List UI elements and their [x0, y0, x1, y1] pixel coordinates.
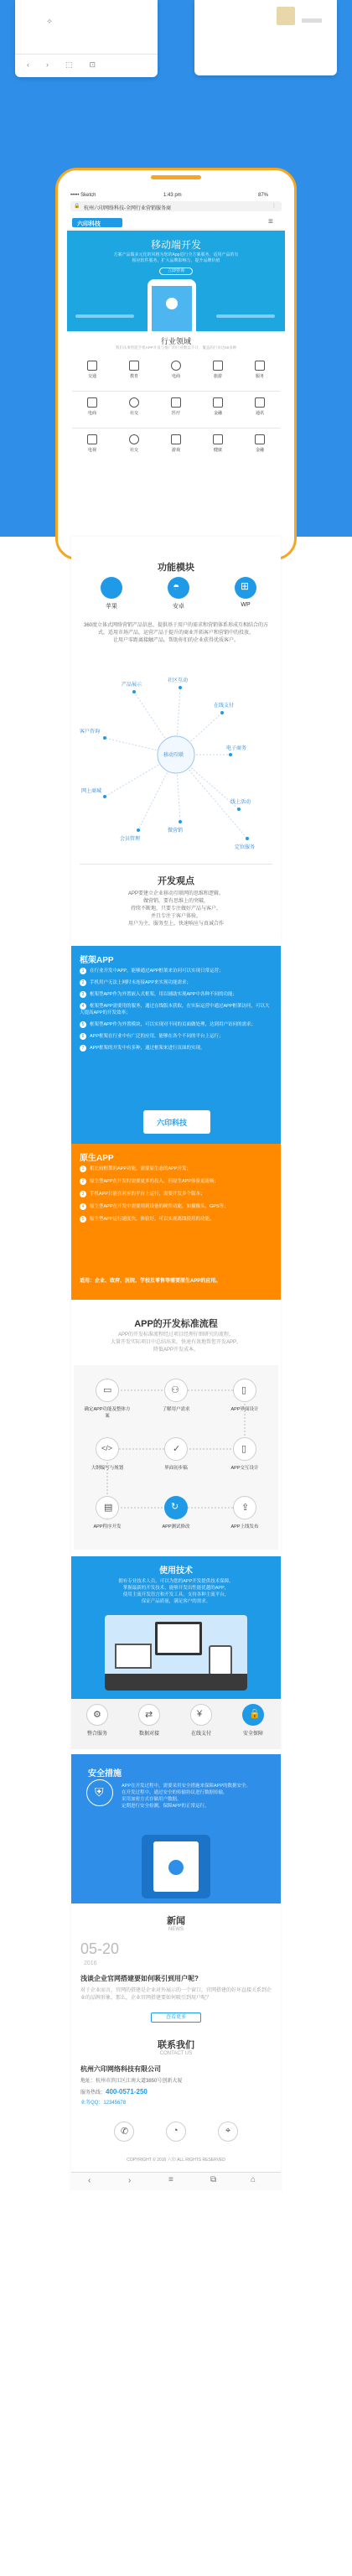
- process-title: APP的开发标准流程: [134, 1319, 218, 1329]
- industry-label: 电商: [87, 411, 96, 416]
- framework-app-title: 框架APP: [80, 956, 114, 965]
- mindmap-label: 定位服务: [235, 845, 256, 850]
- industry-title: 行业领域: [160, 337, 191, 345]
- devices-illustration: [105, 1615, 247, 1690]
- mindmap-label: 线上活动: [230, 800, 251, 805]
- industry-item[interactable]: [159, 361, 193, 379]
- industry-item[interactable]: [75, 361, 109, 379]
- status-battery: 87%: [258, 193, 269, 198]
- step-label: APP上线发布: [230, 1524, 259, 1530]
- industry-label: 服务: [255, 374, 264, 379]
- desk-image: [105, 1674, 247, 1690]
- tech-banner: [71, 1556, 281, 1699]
- step-icon-check[interactable]: ✓: [164, 1437, 188, 1461]
- tech-feature-label: 在线支付: [190, 1732, 211, 1737]
- share-icon: ⟡: [47, 17, 52, 25]
- brand-logo-text: 六印科技: [157, 1119, 188, 1127]
- list-number-icon: 5: [80, 1216, 86, 1223]
- contact-phone-label: 服务热线：: [80, 2090, 106, 2096]
- step-icon-upload[interactable]: ⇪: [233, 1496, 256, 1519]
- hero-phone-screen: [152, 286, 192, 331]
- viewpoint-line: 做营销，要有思维上的突破，: [142, 899, 209, 904]
- industry-label: 电商: [171, 374, 180, 379]
- list-item: 原生型APP运行速度快，体验好，可以实现离线使用的功能。: [90, 1217, 215, 1222]
- industry-item[interactable]: [159, 434, 193, 453]
- medical-icon: [171, 397, 181, 408]
- safety-desc-line: 定期进行安全检测，保障APP的正常运行。: [122, 1804, 210, 1809]
- phone-icon: [255, 397, 265, 408]
- list-item: 框架型APP需要用的服务，通过在线版本获取，在实际运营中通过APP框架访问，可以大大提高APP的开发效率；: [80, 1004, 270, 1015]
- finance-icon: [213, 397, 223, 408]
- payment-icon[interactable]: ¥: [190, 1704, 212, 1726]
- step-label: 界面初步稿: [164, 1466, 188, 1471]
- page-bottom-space: [0, 2190, 352, 2576]
- news-summary: 对于企业而言，官网的搭建是企业对外展示的一个窗口，官网搭建的好坏直接关系到企业的品牌形象。那么，企业官网搭建要如何吸引到用户呢？: [80, 1988, 272, 2001]
- mindmap-label: 微营销: [168, 828, 184, 834]
- mindmap-label: 移动互联: [163, 753, 184, 758]
- list-item: 原生型APP在开发时需要更多的投入，但原生APP体验更流畅；: [90, 1179, 220, 1184]
- back-icon[interactable]: ‹: [88, 2176, 91, 2185]
- viewpoint-text: [80, 891, 272, 928]
- tech-desc-line: 使用主流开发语言和开发工具，支持各种主流平台，: [122, 1592, 230, 1597]
- site-logo[interactable]: [72, 218, 122, 227]
- industry-label: 电视: [87, 448, 96, 453]
- list-item: APP框架的开发中有多种，通过框架来进行页面的实现。: [90, 1046, 205, 1051]
- contact-subtitle: CONTACT US: [159, 2051, 193, 2056]
- mindmap-label: 网上商城: [81, 789, 102, 794]
- news-date: 05-20: [80, 1940, 120, 1957]
- industry-grid: [67, 354, 285, 463]
- contact-title: 联系我们: [158, 2040, 194, 2050]
- viewpoint-line: 并且专注于客户体验，: [150, 914, 201, 919]
- framework-app-list: [80, 968, 272, 1057]
- mindmap-label: 电子商务: [226, 746, 247, 751]
- tech-feature-label: 安全保障: [242, 1732, 263, 1737]
- industry-item[interactable]: [75, 397, 109, 416]
- safety-card: [71, 1754, 281, 1903]
- process-desc: [80, 1332, 272, 1354]
- bag-icon: [171, 361, 181, 371]
- mindmap-label: 社区互动: [168, 678, 189, 683]
- list-item: 在行业开发中APP，能够通过APP框架来访问可以实现日常运营；: [90, 969, 224, 974]
- contact-qq[interactable]: 业务QQ：12345678: [80, 2101, 127, 2106]
- contact-phone-row: [80, 2088, 148, 2097]
- native-app-list: [80, 1166, 272, 1228]
- safety-desc-line: APP在开发过程中，需要采用安全措施来保障APP的数据安全。: [122, 1784, 251, 1789]
- process-desc-line: 大量开发实际项目中总结出来，快速有效地帮您开发APP，: [110, 1340, 241, 1345]
- divider: [72, 391, 280, 392]
- tabs-icon[interactable]: ⧉: [210, 2175, 217, 2184]
- browser-nav-icons: ‹›⬚⊡: [27, 60, 113, 69]
- phone-illustration-screen: [153, 1841, 199, 1892]
- contact-address: 地址：杭州市滨江区江南大道3850号创新大厦: [80, 2079, 183, 2084]
- list-number-icon: 3: [80, 1191, 86, 1197]
- viewpoint-line: 用户为主，服务至上，快速响应与真诚合作: [127, 922, 224, 927]
- safety-title: 安全措施: [88, 1769, 122, 1779]
- previous-screenshot-right: [194, 0, 337, 75]
- native-app-footer: 适用：企业、政府、医院、学校及零售等需要原生APP的应用。: [80, 1279, 221, 1284]
- shield-icon: ⛨: [86, 1779, 113, 1806]
- step-label: 大纲编写与规划: [91, 1466, 124, 1471]
- industry-item[interactable]: [201, 434, 235, 453]
- function-mindmap: [71, 662, 281, 855]
- viewpoint-line: APP要建立企业移动互联网的思维和逻辑。: [127, 891, 224, 896]
- url-text: 杭州六印网络科技-全网行业营销服务商: [84, 206, 171, 211]
- tech-features: [71, 1699, 281, 1749]
- viewpoint-title: 开发观点: [158, 876, 194, 886]
- status-time: 1:43 pm: [163, 193, 182, 198]
- hero-consult-button[interactable]: 立即咨询: [159, 267, 193, 275]
- phone-call-icon[interactable]: ✆: [114, 2122, 134, 2142]
- contact-company: 杭州六印网络科技有限公司: [80, 2065, 161, 2073]
- divider: [80, 864, 272, 865]
- list-number-icon: 2: [80, 979, 86, 986]
- tech-feature-label: 整合服务: [86, 1732, 107, 1737]
- tech-desc-line: 拥有专业技术人员，可以为您的APP开发提供技术保障。: [118, 1579, 234, 1584]
- list-item: 手机APP只能在对应的平台上运行，需要开发多个版本；: [90, 1192, 205, 1197]
- car-icon: [87, 361, 97, 371]
- avatar-icon: [166, 298, 178, 309]
- industry-label: 健康: [213, 448, 222, 453]
- product-box-image: [277, 7, 295, 25]
- data-icon[interactable]: ⇄: [138, 1704, 160, 1726]
- tech-desc-line: 保证产品质量，满足客户的需求。: [141, 1599, 211, 1604]
- process-desc-line: 降低APP开发成本。: [153, 1348, 199, 1353]
- hero-deco-bar: [75, 314, 134, 318]
- site-header: [67, 215, 285, 230]
- previous-screenshot-left: [15, 0, 158, 77]
- step-label: APP程序开发: [93, 1524, 122, 1530]
- lock-icon: [168, 1860, 184, 1875]
- tech-feature-label: 数据对接: [138, 1732, 159, 1737]
- bottom-browser-toolbar: [71, 2172, 281, 2190]
- logo-text: 六印科技: [77, 221, 101, 227]
- safety-desc-line: 采用加密方式存储用户数据，: [122, 1797, 182, 1802]
- step-label: APP界面设计: [230, 1407, 259, 1412]
- industry-item[interactable]: [159, 397, 193, 416]
- list-item: 框架型APP作为外置模块，可以实现对不同的页面做处理，达到用户访问的需求；: [90, 1022, 256, 1027]
- list-number-icon: 3: [80, 991, 86, 998]
- industry-item[interactable]: [201, 397, 235, 416]
- industry-label: 社交: [129, 448, 138, 453]
- hero-deco-bar: [216, 314, 275, 318]
- tech-desc-line: 掌握最新的开发技术，能够开发出性能优越的APP，: [122, 1586, 230, 1591]
- list-item: APP框架在行业中有广泛的应用，能够在各个不同的平台上运行；: [90, 1034, 224, 1039]
- industry-label: 医疗: [171, 411, 180, 416]
- step-label: APP交互设计: [230, 1466, 259, 1471]
- step-icon-code[interactable]: </>: [96, 1437, 119, 1461]
- native-app-title: 原生APP: [80, 1154, 114, 1163]
- industry-item[interactable]: [243, 361, 277, 379]
- menu-icon[interactable]: ≡: [268, 217, 273, 226]
- mindmap-label: 会员管理: [120, 837, 141, 842]
- industry-item[interactable]: [201, 361, 235, 379]
- mindmap-label: 产品展示: [122, 683, 142, 688]
- contact-icons: [80, 2118, 272, 2152]
- more-icon[interactable]: ⋮: [272, 204, 277, 209]
- industry-label: 金融: [213, 411, 222, 416]
- safety-desc: [122, 1783, 272, 1810]
- integration-icon[interactable]: ⚙: [86, 1704, 108, 1726]
- list-number-icon: 4: [80, 1003, 86, 1010]
- step-icon-monitor[interactable]: ▭: [96, 1379, 119, 1402]
- health-icon: [213, 434, 223, 444]
- industry-label: 交通: [87, 374, 96, 379]
- apple-icon[interactable]: [101, 577, 122, 599]
- function-module-title: 功能模块: [158, 563, 194, 573]
- laptop-image: [115, 1644, 152, 1669]
- home-icon[interactable]: ⌂: [251, 2175, 256, 2184]
- news-subtitle: NEWS: [168, 1927, 184, 1932]
- news-headline[interactable]: 浅谈企业官网搭建要如何吸引到用户呢?: [80, 1975, 199, 1982]
- industry-label: 社交: [129, 411, 138, 416]
- list-item: 框架型APP作为外置嵌入式框架，用以辅助实现APP中各种不同的功能；: [90, 992, 238, 997]
- hero-desc-line: 方案产品做多元化的风格为您的App进行全方案服务，适用产品的有: [113, 252, 239, 257]
- list-number-icon: 6: [80, 1033, 86, 1040]
- hero-desc-line: 相应软件服务，扩大品牌影响力，提升品牌价值: [132, 258, 220, 263]
- platform-row: [91, 577, 267, 610]
- safety-desc-line: 在开发过程中，通过安全的传输协议进行数据传输，: [122, 1790, 228, 1795]
- industry-item[interactable]: [117, 434, 151, 453]
- process-desc-line: APP的开发标准流程经过项目经理仔细研究的流程，: [117, 1332, 234, 1337]
- hero-title: 移动端开发: [150, 239, 201, 251]
- placeholder-text: [302, 18, 322, 23]
- list-number-icon: 1: [80, 968, 86, 974]
- service-icon: [255, 361, 265, 371]
- divider: [15, 54, 158, 55]
- industry-subtitle: 我们从事智能手机APP开发与推广的行业数以千计，覆盖的行业达50多种: [115, 345, 237, 350]
- phone-illustration: [142, 1835, 210, 1898]
- native-app-card: [71, 1144, 281, 1300]
- tablet-image: [209, 1645, 232, 1675]
- tech-title: 使用技术: [159, 1566, 193, 1576]
- status-carrier: ••••• Sketch: [70, 193, 96, 198]
- location-icon[interactable]: ⌖: [218, 2122, 238, 2142]
- hero-phone-image: [148, 279, 196, 331]
- industry-label: 金融: [255, 448, 264, 453]
- contact-phone[interactable]: 400-0571-250: [106, 2088, 148, 2096]
- security-icon[interactable]: 🔒: [242, 1704, 264, 1726]
- industry-label: 通讯: [255, 411, 264, 416]
- list-number-icon: 4: [80, 1203, 86, 1210]
- function-description: 360度立体式网络营销产品信息，提供基于用户的需求和营销体系形成互相结合的方式，适用市场产品，运营产品于提升的商业开拓客户和营销中的投放、 让用户零距离接触产品。帮助你们的企业获得优质客户。: [83, 623, 268, 643]
- brand-logo: [143, 1110, 210, 1134]
- industry-label: 教育: [129, 374, 138, 379]
- url-bar[interactable]: [70, 201, 282, 211]
- menu-icon[interactable]: ≡: [168, 2175, 173, 2184]
- hero-banner: [67, 231, 285, 331]
- mindmap-label: 在线支付: [214, 704, 235, 709]
- game-icon: [171, 434, 181, 444]
- industry-item[interactable]: [243, 434, 277, 453]
- step-label: 了解用户需求: [162, 1407, 190, 1412]
- windows-icon[interactable]: ⊞: [235, 577, 256, 599]
- mindmap-label: 客户咨询: [80, 730, 101, 735]
- book-icon: [129, 361, 139, 371]
- news-more-button[interactable]: 查看更多: [151, 2012, 201, 2023]
- list-number-icon: 7: [80, 1045, 86, 1052]
- process-flow: [74, 1365, 278, 1550]
- tech-desc: [81, 1578, 271, 1605]
- list-number-icon: 2: [80, 1178, 86, 1185]
- hero-desc: [84, 252, 268, 264]
- step-icon-people[interactable]: ⚇: [164, 1379, 188, 1402]
- qq-icon[interactable]: ◔: [166, 2122, 186, 2142]
- cart-icon: [87, 397, 97, 408]
- news-year: 2016: [84, 1961, 97, 1966]
- industry-item[interactable]: [75, 434, 109, 453]
- industry-label: 游戏: [171, 448, 180, 453]
- step-icon-phone[interactable]: ▯: [233, 1379, 256, 1402]
- lock-icon: 🔒: [74, 204, 80, 209]
- list-item: 原生型APP在开发中需要用到设备的硬件功能，如摄像头、GPS等；: [90, 1204, 229, 1209]
- tv-icon: [87, 434, 97, 444]
- industry-item[interactable]: [243, 397, 277, 416]
- bank-icon: [255, 434, 265, 444]
- phone-speaker: [151, 175, 201, 179]
- framework-app-card: [71, 946, 281, 1144]
- news-title: 新闻: [167, 1916, 185, 1926]
- chat-icon: [129, 397, 139, 408]
- platform-label: WP: [241, 602, 251, 608]
- industry-item[interactable]: [117, 397, 151, 416]
- viewpoint-line: 持续不断地，只要专注做好产品与客户，: [130, 906, 221, 911]
- plane-icon: [213, 361, 223, 371]
- step-label: 确定APP功能及整体方案: [84, 1407, 131, 1419]
- copyright-text: COPYRIGHT © 2016 六印 ALL RIGHTS RESERVED: [127, 2158, 225, 2163]
- phone-screen: [67, 191, 285, 535]
- list-number-icon: 5: [80, 1021, 86, 1028]
- industry-item[interactable]: [117, 361, 151, 379]
- list-number-icon: 1: [80, 1166, 86, 1172]
- list-item: 手机用户无法上网时未连接APP来实现功能需求；: [90, 980, 192, 985]
- platform-label: 安卓: [173, 604, 184, 610]
- step-label: APP测试修改: [162, 1524, 190, 1530]
- social-icon: [129, 434, 139, 444]
- forward-icon[interactable]: ›: [128, 2176, 132, 2185]
- platform-label: 苹果: [106, 604, 117, 610]
- list-item: 相比较框架的APP功能，需要原生态的APP开发；: [90, 1166, 192, 1171]
- step-icon-document[interactable]: ▤: [96, 1496, 119, 1519]
- step-icon-refresh[interactable]: ↻: [164, 1496, 188, 1519]
- monitor-image: [155, 1622, 202, 1655]
- industry-label: 旅游: [213, 374, 222, 379]
- step-icon-tablet[interactable]: ▯: [233, 1437, 256, 1461]
- android-icon[interactable]: ◓: [168, 577, 189, 599]
